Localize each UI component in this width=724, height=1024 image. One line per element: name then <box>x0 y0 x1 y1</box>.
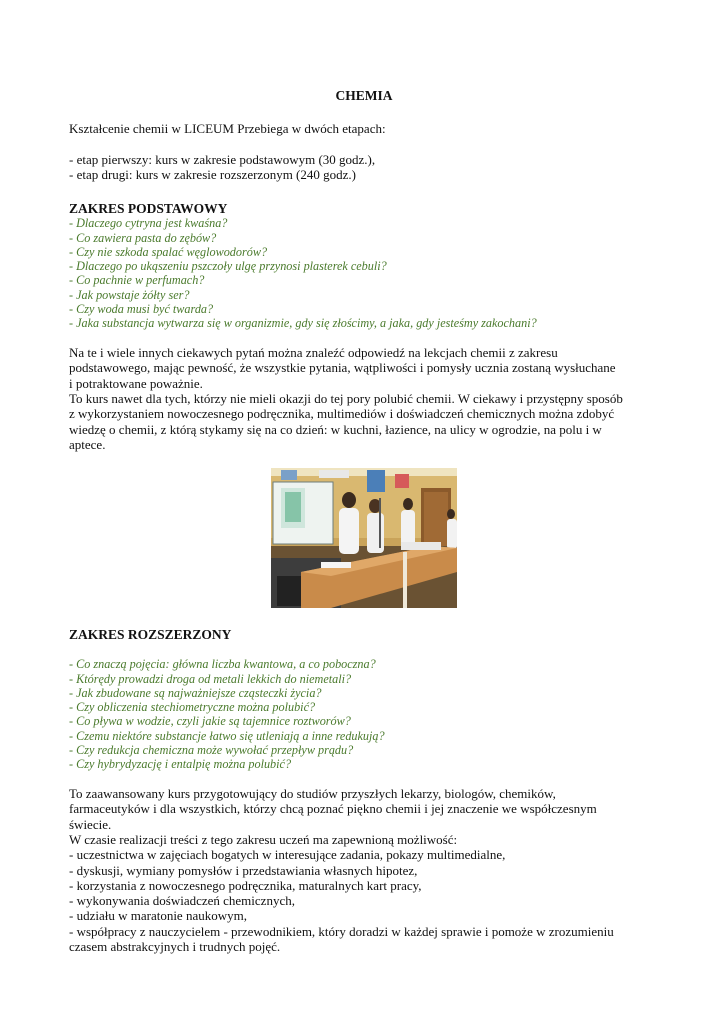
question-item: - Jaka substancja wytwarza się w organizmie, gdy się złościmy, a jaka, gdy jesteśmy zakochani? <box>69 315 537 330</box>
document-page <box>69 88 659 954</box>
spacer <box>69 182 659 197</box>
question-item: - Czy woda musi być twarda? <box>69 301 214 316</box>
stages-list <box>69 152 659 183</box>
question-item: - Czy redukcja chemiczna może wywołać przepływ prądu? <box>69 742 354 757</box>
page-title: CHEMIA <box>335 88 393 103</box>
basic-paragraph-2 <box>69 391 659 452</box>
basic-heading: ZAKRES PODSTAWOWY <box>69 201 228 217</box>
paragraph-line: - udziału w maratonie naukowym, <box>69 908 247 924</box>
paragraph-line: - wykonywania doświadczeń chemicznych, <box>69 893 295 909</box>
paragraph-line: To kurs nawet dla tych, którzy nie mieli okazji do tej pory polubić chemii. W ciekawy i przystępny sposób <box>69 391 623 406</box>
paragraph-line: To zaawansowany kurs przygotowujący do studiów przyszłych lekarzy, biologów, chemików, <box>69 786 556 802</box>
basic-paragraph-1 <box>69 345 659 391</box>
paragraph-line: wiedzę o chemii, z którą stykamy się na co dzień: w kuchni, łazience, na ulicy w ogrodzie, na polu i w <box>69 421 602 437</box>
question-item: - Czy hybrydyzację i entalpię można polubić? <box>69 756 292 771</box>
question-item: - Co pachnie w perfumach? <box>69 273 205 288</box>
extended-paragraph-2 <box>69 832 659 954</box>
paragraph-line: i potraktowane poważnie. <box>69 375 203 391</box>
spacer <box>69 642 659 657</box>
extended-questions <box>69 657 659 771</box>
paragraph-line: Na te i wiele innych ciekawych pytań można znaleźć odpowiedź na lekcjach chemii z zakresu <box>69 345 558 361</box>
paragraph-line: czasem abstrakcyjnych i trudnych pojęć. <box>69 939 281 955</box>
spacer <box>69 137 659 152</box>
paragraph-line: - dyskusji, wymiany pomysłów i przedstawiania własnych hipotez, <box>69 862 418 878</box>
basic-questions <box>69 216 659 330</box>
extended-heading: ZAKRES ROZSZERZONY <box>69 627 232 643</box>
question-item: - Co znaczą pojęcia: główna liczba kwantowa, a co poboczna? <box>69 657 376 672</box>
stage-item: - etap drugi: kurs w zakresie rozszerzonym (240 godz.) <box>69 166 356 182</box>
question-item: - Czy obliczenia stechiometryczne można polubić? <box>69 700 316 715</box>
question-item: - Co pływa w wodzie, czyli jakie są tajemnice roztworów? <box>69 714 351 729</box>
paragraph-line: świecie. <box>69 816 112 832</box>
question-item: - Dlaczego cytryna jest kwaśna? <box>69 216 228 231</box>
spacer <box>69 330 659 345</box>
question-item: - Jak zbudowane są najważniejsze cząsteczki życia? <box>69 685 322 700</box>
question-item: - Dlaczego po ukąszeniu pszczoły ulgę przynosi plasterek cebuli? <box>69 259 387 274</box>
spacer <box>69 771 659 786</box>
extended-paragraph-1 <box>69 786 659 832</box>
intro-text: Kształcenie chemii w LICEUM Przebiega w dwóch etapach: <box>69 121 386 137</box>
question-item: - Jak powstaje żółty ser? <box>69 287 190 302</box>
question-item: - Czemu niektóre substancje łatwo się utleniają a inne redukują? <box>69 728 385 743</box>
paragraph-line: z wykorzystaniem nowoczesnego podręcznika, multimediów i doświadczeń chemicznych można zdobyć <box>69 406 615 422</box>
spacer <box>69 608 659 623</box>
paragraph-line: W czasie realizacji treści z tego zakresu uczeń ma zapewnioną możliwość: <box>69 832 458 847</box>
paragraph-line: aptece. <box>69 436 106 452</box>
stage-item: - etap pierwszy: kurs w zakresie podstawowym (30 godz.), <box>69 151 376 167</box>
paragraph-line: - uczestnictwa w zajęciach bogatych w interesujące zadania, pokazy multimedialne, <box>69 847 506 863</box>
paragraph-line: - korzystania z nowoczesnego podręcznika, maturalnych kart pracy, <box>69 877 422 893</box>
question-item: - Co zawiera pasta do zębów? <box>69 230 217 245</box>
question-item: - Którędy prowadzi droga od metali lekkich do niemetali? <box>69 671 352 686</box>
paragraph-line: - współpracy z nauczycielem - przewodnikiem, który doradzi w każdej sprawie i pomoże w zrozumieniu <box>69 923 614 939</box>
question-item: - Czy nie szkoda spalać węglowodorów? <box>69 244 268 259</box>
paragraph-line: podstawowego, mając pewność, że wszystkie pytania, wątpliwości i pomysły ucznia zostaną wysłuchane <box>69 360 616 376</box>
classroom-photo <box>271 468 457 608</box>
paragraph-line: farmaceutyków i dla wszystkich, którzy chcą poznać piękno chemii i jej znaczenie we współczesnym <box>69 801 597 817</box>
